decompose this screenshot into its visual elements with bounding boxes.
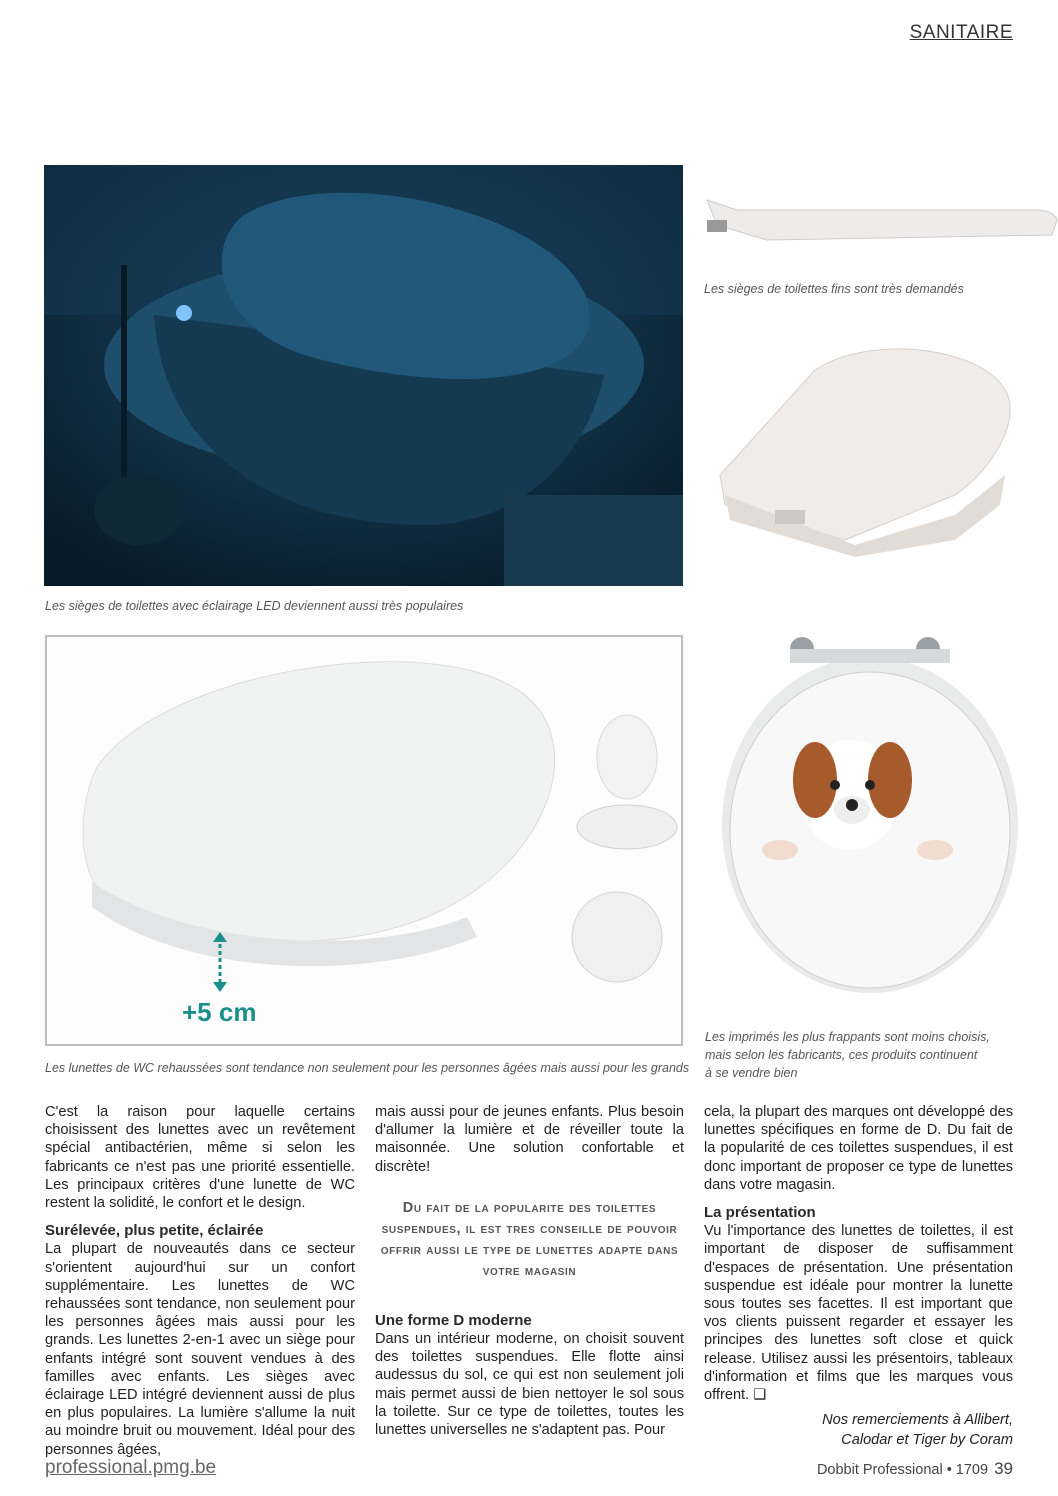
heading-d-shape: Une forme D moderne: [375, 1311, 532, 1329]
heading-presentation: La présentation: [704, 1204, 816, 1222]
printed-caption-line-3: à se vendre bien: [705, 1066, 798, 1080]
raised-seat-photo: [45, 635, 683, 1046]
printed-seat-photo: [720, 635, 1020, 1015]
d-shape-seat-photo: [705, 345, 1015, 557]
col1-intro: C'est la raison pour laquelle certains choisissent des lunettes avec un revêtement spécial antibactérien, même si selon les fabricants ce n'est pas une priorité essentielle. Les principaux critères d'une lunette de WC restent la solidité, le confort et le design.: [45, 1104, 355, 1212]
led-toilet-photo: [44, 165, 683, 586]
article-column-2: [375, 1103, 684, 1449]
section-tag: SANITAIRE: [909, 22, 1013, 43]
col1-body: La plupart de nouveautés dans ce secteur s'orientent aujourd'hui sur un confort supplémentaire. Les lunettes de WC rehaussées sont tendance, non seulement pour les personnes âgées mais aussi pour les grands. Les lunettes 2-en-1 avec un siège pour enfants intégré sont souvent vendues à des familles avec enfants. Les sièges avec éclairage LED intégré deviennent aussi de plus en plus populaires. La lumière s'allume la nuit au moindre bruit ou mouvement. Idéal pour des personnes âgées,: [45, 1241, 355, 1458]
thin-seat-caption: Les sièges de toilettes fins sont très demandés: [704, 282, 964, 296]
col2-intro: mais aussi pour de jeunes enfants. Plus besoin d'allumer la lumière et de réveiller toute la maisonnée. Une solution confortable et discrète!: [375, 1104, 684, 1175]
printed-caption-line-1: Les imprimés les plus frappants sont moins choisis,: [705, 1030, 990, 1044]
footer-magazine-info: [817, 1459, 1013, 1479]
printed-caption-line-2: mais selon les fabricants, ces produits continuent: [705, 1048, 978, 1062]
heading-raised: Surélevée, plus petite, éclairée: [45, 1222, 264, 1240]
led-caption: Les sièges de toilettes avec éclairage LED deviennent aussi très populaires: [45, 599, 464, 613]
footer-website-link[interactable]: professional.pmg.be: [45, 1457, 217, 1478]
article-column-3: [704, 1103, 1013, 1450]
col3-intro: cela, la plupart des marques ont développé des lunettes spécifiques en forme de D. Du fait de la popularité de ces toilettes suspendues, il est donc important de proposer ce type de lunettes dans votre magasin.: [704, 1104, 1013, 1193]
col3-body: Vu l'importance des lunettes de toilettes, il est important de disposer de suffisamment d'espaces de présentation. Une présentation suspendue est idéale pour montrer la lunette sous toutes ses facettes. Il est important que vos clients puissent regarder et essayer les principes des lunettes soft close et quick release. Utilisez aussi les présentoirs, tableaux d'information et films que les marques vous offrent. ❑: [704, 1223, 1013, 1404]
pull-quote: Du fait de la popularite des toilettes suspendues, il est tres conseille de pouvoir offrir aussi le type de lunettes adapte dans votre magasin: [380, 1199, 679, 1279]
magazine-issue: Dobbit Professional • 1709: [816, 1462, 989, 1478]
thanks-line-1: Nos remerciements à Allibert,: [822, 1412, 1013, 1429]
raised-seat-caption: Les lunettes de WC rehaussées sont tendance non seulement pour les personnes âgées mais aussi pour les grands: [45, 1061, 690, 1075]
printed-seat-caption: [705, 1028, 1035, 1082]
thanks-line-2: Calodar et Tiger by Coram: [841, 1432, 1013, 1449]
page-number: 39: [994, 1459, 1013, 1478]
raised-seat-label: +5 cm: [182, 997, 257, 1027]
thin-seat-photo: [697, 180, 1058, 250]
acknowledgements: [704, 1410, 1013, 1450]
article-column-1: [45, 1103, 355, 1469]
col2-body: Dans un intérieur moderne, on choisit souvent des toilettes suspendues. Elle flotte ainsi audessus du sol, ce qui est non seulement joli mais permet aussi de bien nettoyer le sol sous la toilette. Sur ce type de toilettes, toutes les lunettes universelles ne s'adaptent pas. Pour: [375, 1331, 684, 1439]
